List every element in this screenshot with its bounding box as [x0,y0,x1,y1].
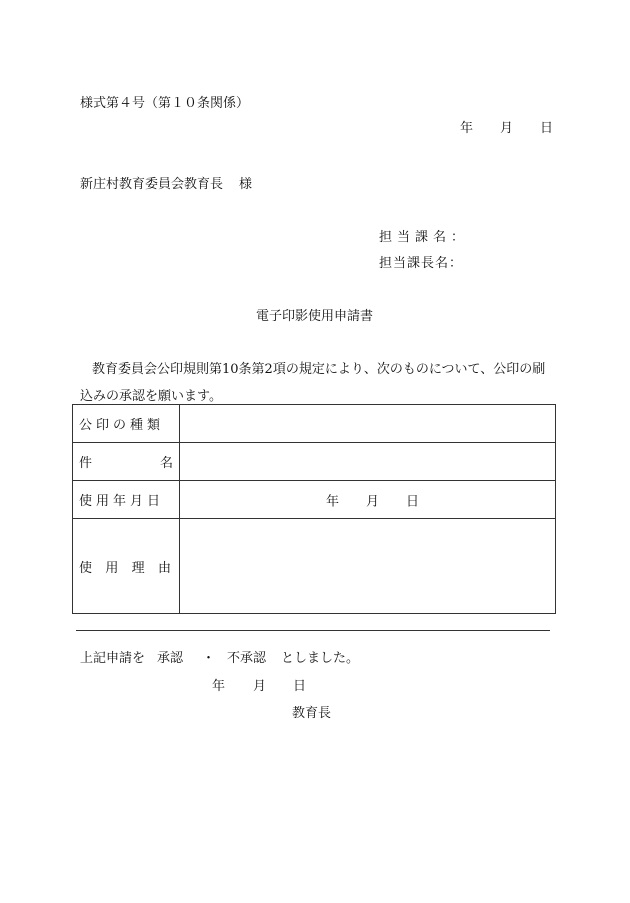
subject-field[interactable] [180,443,556,481]
application-table [72,404,556,614]
body-text-line1: 教育委員会公印規則第10条第2項の規定により、次のものについて、公印の刷 [92,362,546,377]
approval-date-year: 年 [212,679,226,694]
subject-label [73,443,180,481]
use-date-year: 年 [326,494,340,509]
approval-separator: ・ [202,651,216,666]
seal-type-field[interactable] [180,405,556,443]
reason-label-char: 理 [131,560,145,576]
table-row [73,443,556,481]
approval-suffix: としました。 [281,651,360,666]
seal-type-label: 公印の種類 [73,405,180,443]
disapprove-option[interactable]: 不承認 [227,651,267,666]
header-date-month: 月 [500,121,514,136]
approval-date-month: 月 [253,679,267,694]
form-number: 様式第４号（第１０条関係） [80,96,250,111]
applicant-section-label: 担当課名： [379,230,470,245]
reason-label-char: 用 [105,560,119,576]
reason-label [73,519,180,614]
approve-option[interactable]: 承認 [157,651,184,666]
body-text-line2: 込みの承認を願います。 [80,389,222,404]
reason-label-char: 由 [157,560,171,576]
approval-prefix: 上記申請を [80,651,146,666]
table-row [73,519,556,614]
use-date-day: 日 [406,494,420,509]
header-date-year: 年 [460,121,474,136]
use-date-label: 使用年月日 [73,481,180,519]
use-date-field[interactable] [180,481,556,519]
addressee-honorific: 様 [239,177,253,192]
subject-label-char: 名 [159,456,173,471]
approval-date-day: 日 [293,679,307,694]
divider-line [76,630,550,631]
reason-label-char: 使 [79,560,93,576]
reason-field[interactable] [180,519,556,614]
use-date-month: 月 [366,494,380,509]
approval-signer: 教育長 [292,706,332,721]
table-row [73,481,556,519]
header-date-day: 日 [540,121,554,136]
addressee-name: 新庄村教育委員会教育長 [80,177,224,192]
table-row [73,405,556,443]
applicant-manager-label: 担当課長名： [379,256,464,271]
subject-label-char: 件 [79,456,93,471]
document-title: 電子印影使用申請書 [256,309,374,324]
